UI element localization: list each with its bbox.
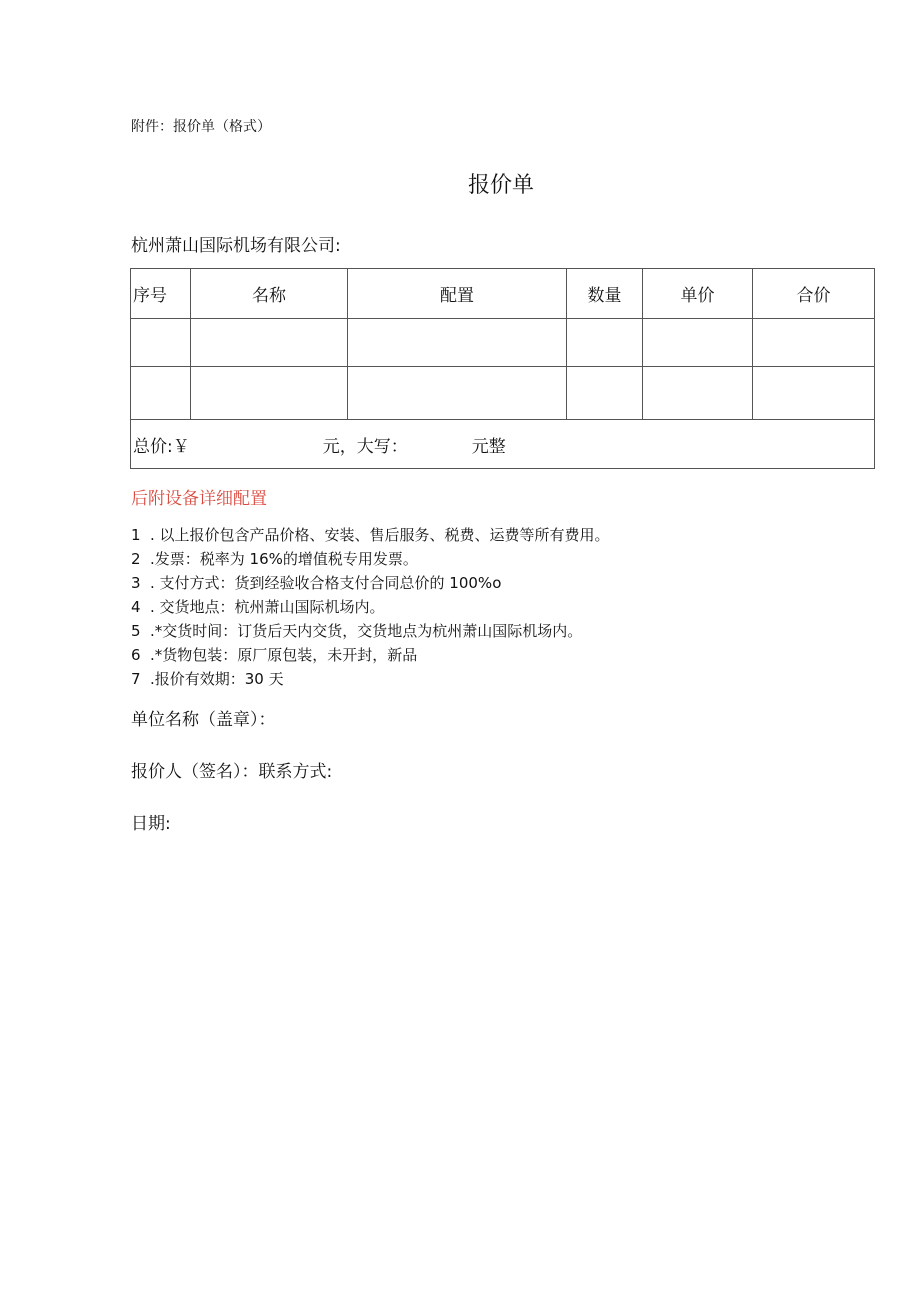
page-title: 报价单 [467,173,534,198]
term-text: .*交货时间：订货后天内交货，交货地点为杭州萧山国际机场内。 [150,622,583,640]
table-row [131,367,875,420]
table-cell[interactable] [567,367,643,420]
table-cell[interactable] [753,367,875,420]
term-number: 7 [131,670,141,688]
table-cell[interactable] [753,319,875,367]
addressee: 杭州萧山国际机场有限公司: [131,236,341,256]
total-suffix: 元整 [471,436,506,457]
table-cell[interactable] [567,319,643,367]
term-text: .发票：税率为 16%的增值税专用发票。 [150,550,418,568]
table-cell[interactable] [643,319,753,367]
unit-name-field: 单位名称（盖章）： [131,710,276,730]
total-unit-phrase: 元，大写： [322,436,408,457]
term-text: .报价有效期：30 天 [150,670,284,688]
col-header-subtotal: 合价 [753,269,875,319]
table-cell[interactable] [191,367,348,420]
quote-table [130,268,875,469]
col-header-unit-price: 单价 [643,269,753,319]
total-label: 总价:￥ [133,436,190,457]
term-text: . 交货地点：杭州萧山国际机场内。 [150,598,385,616]
table-header-row [131,269,875,319]
col-header-seq: 序号 [131,269,191,319]
list-item [131,571,610,595]
table-cell[interactable] [348,367,567,420]
list-item [131,547,610,571]
col-header-name: 名称 [191,269,348,319]
term-number: 1 [131,526,141,544]
table-cell[interactable] [348,319,567,367]
col-header-quantity: 数量 [567,269,643,319]
term-text: .*货物包装：原厂原包装，未开封，新品 [150,646,418,664]
list-item [131,523,610,547]
list-item [131,619,610,643]
term-number: 5 [131,622,141,640]
config-heading: 后附设备详细配置 [131,489,267,509]
term-number: 6 [131,646,141,664]
table-cell[interactable] [191,319,348,367]
col-header-config: 配置 [348,269,567,319]
table-cell[interactable] [131,367,191,420]
table-row [131,319,875,367]
table-cell[interactable] [643,367,753,420]
term-text: . 以上报价包含产品价格、安装、售后服务、税费、运费等所有费用。 [150,526,610,544]
term-number: 3 [131,574,141,592]
list-item [131,643,610,667]
table-cell[interactable] [131,319,191,367]
attachment-label: 附件：报价单（格式） [131,119,271,135]
term-text: . 支付方式：货到经验收合格支付合同总价的 100%o [150,574,502,592]
term-number: 4 [131,598,141,616]
list-item [131,667,610,691]
total-cell [131,420,875,469]
list-item [131,595,610,619]
term-number: 2 [131,550,141,568]
total-row [131,420,875,469]
quoter-contact-field: 报价人（签名）：联系方式: [131,762,333,782]
date-field: 日期: [131,814,171,834]
terms-list [131,523,610,691]
